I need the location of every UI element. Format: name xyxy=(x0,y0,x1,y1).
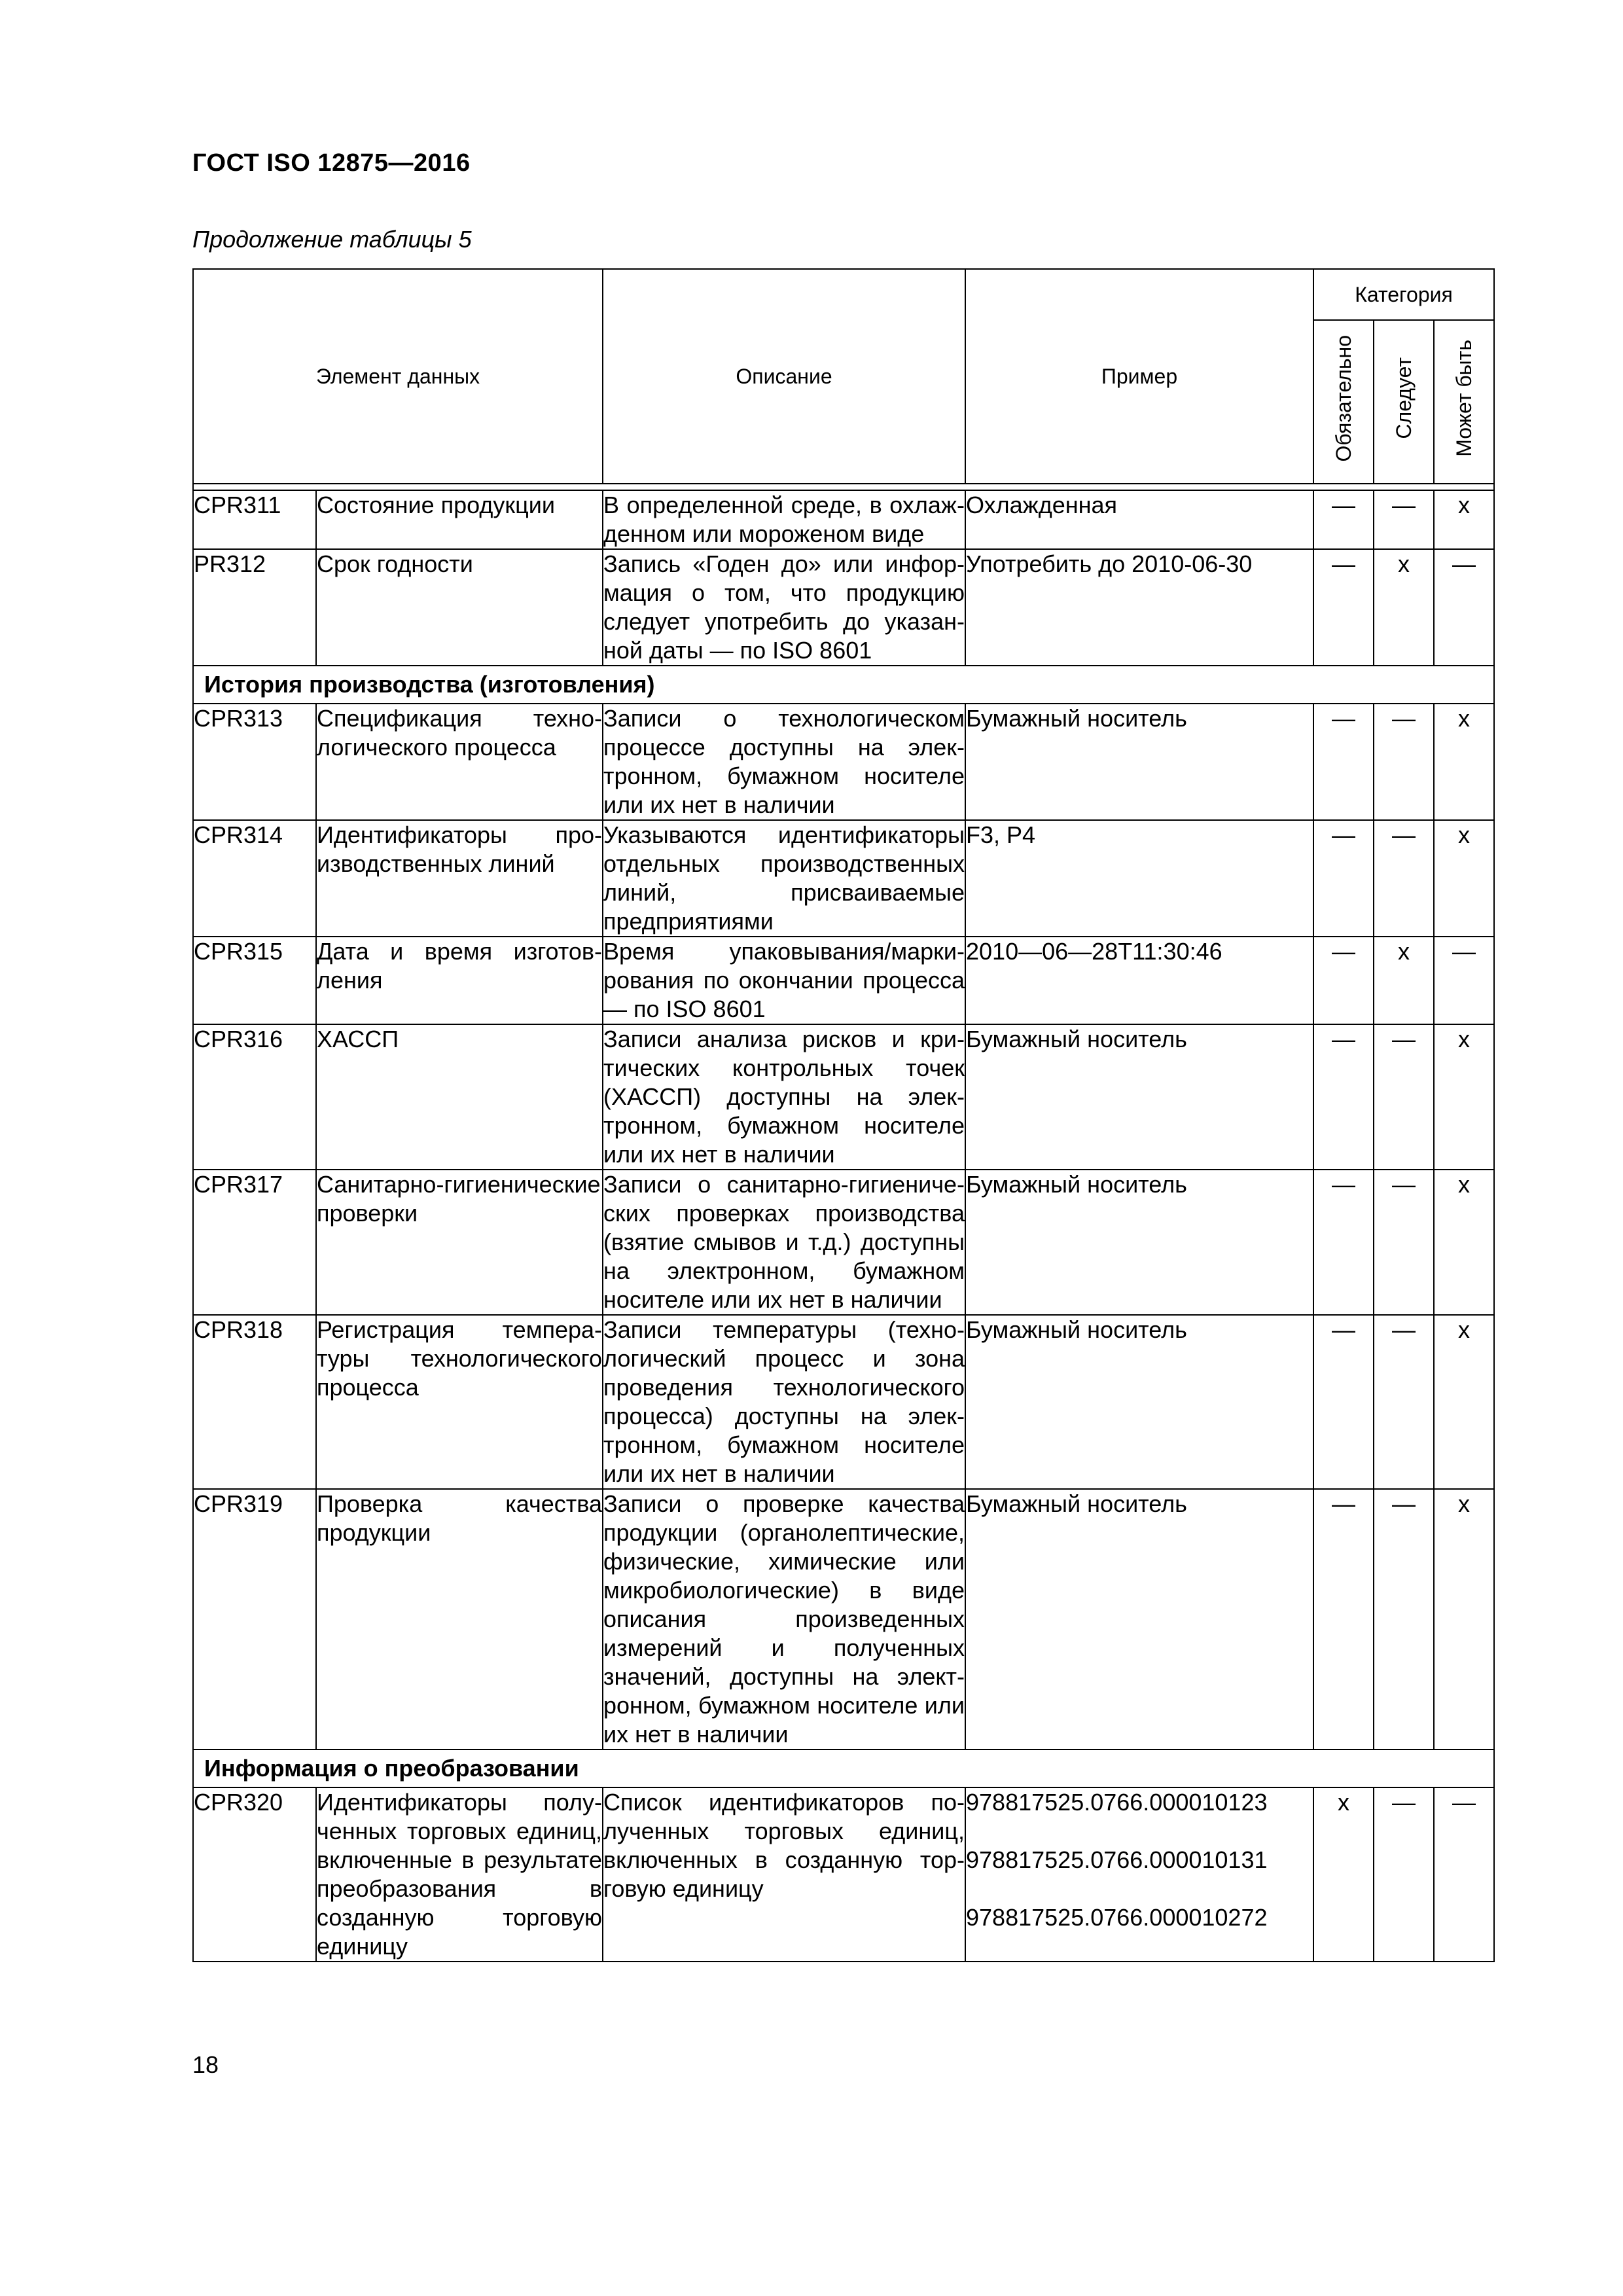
element-name: Идентификаторы производственных линий xyxy=(316,820,603,937)
element-code: CPR319 xyxy=(193,1489,316,1749)
category-may-mark: x xyxy=(1434,820,1494,937)
example-value: 978817525.0766.000010272 xyxy=(966,1904,1268,1931)
example-value: Бумажный носитель xyxy=(966,1316,1187,1343)
element-example xyxy=(965,820,1313,937)
table-row xyxy=(193,820,1494,937)
header-element: Элемент данных xyxy=(193,269,603,484)
example-value: 2010—06—28T11:30:46 xyxy=(966,938,1222,965)
element-example xyxy=(965,1315,1313,1489)
element-code: CPR313 xyxy=(193,704,316,820)
table-row xyxy=(193,1170,1494,1315)
category-mandatory-mark: x xyxy=(1313,1787,1374,1962)
header-should: Следует xyxy=(1392,357,1416,439)
category-may-mark: x xyxy=(1434,1489,1494,1749)
category-mandatory-mark: — xyxy=(1313,1489,1374,1749)
header-example: Пример xyxy=(965,269,1313,484)
table-header xyxy=(193,269,1494,484)
example-value: 978817525.0766.000010131 xyxy=(966,1846,1268,1873)
category-may-mark: x xyxy=(1434,490,1494,549)
category-mandatory-mark: — xyxy=(1313,1315,1374,1489)
category-may-mark: — xyxy=(1434,937,1494,1024)
category-mandatory-mark: — xyxy=(1313,1024,1374,1170)
element-name: Спецификация технологического процесса xyxy=(316,704,603,820)
element-code: CPR320 xyxy=(193,1787,316,1962)
category-mandatory-mark: — xyxy=(1313,1170,1374,1315)
element-example xyxy=(965,1489,1313,1749)
example-value: Бумажный носитель xyxy=(966,1490,1187,1517)
element-name: Проверка качества продукции xyxy=(316,1489,603,1749)
category-should-mark: — xyxy=(1374,704,1434,820)
table-row xyxy=(193,549,1494,666)
category-should-mark: — xyxy=(1374,490,1434,549)
section-row xyxy=(193,1749,1494,1787)
header-description: Описание xyxy=(603,269,965,484)
element-name: Дата и время изготовления xyxy=(316,937,603,1024)
element-description: Записи о проверке качества продукции (органолептические, физические, химические или микробиологические) в виде описания произведенных измерений и полученных значений, доступны на электронном, бумажном носителе или их нет в наличии xyxy=(603,1489,965,1749)
section-title: Информация о преобразовании xyxy=(193,1749,1494,1787)
section-title: История производства (изготовления) xyxy=(193,666,1494,704)
category-should-mark: x xyxy=(1374,937,1434,1024)
category-should-mark: — xyxy=(1374,1315,1434,1489)
category-should-mark: — xyxy=(1374,820,1434,937)
header-category: Категория xyxy=(1313,269,1494,320)
element-code: CPR315 xyxy=(193,937,316,1024)
element-name: Состояние продукции xyxy=(316,490,603,549)
element-name: Регистрация температуры технологического процесса xyxy=(316,1315,603,1489)
header-mandatory: Обязательно xyxy=(1332,334,1356,462)
data-elements-table xyxy=(192,268,1495,1962)
element-name: ХАССП xyxy=(316,1024,603,1170)
category-may-mark: x xyxy=(1434,1024,1494,1170)
element-example xyxy=(965,490,1313,549)
element-name: Санитарно-гигиенические проверки xyxy=(316,1170,603,1315)
category-mandatory-mark: — xyxy=(1313,490,1374,549)
element-code: PR312 xyxy=(193,549,316,666)
category-may-mark: — xyxy=(1434,1787,1494,1962)
header-may: Может быть xyxy=(1452,340,1476,457)
category-should-mark: — xyxy=(1374,1489,1434,1749)
category-mandatory-mark: — xyxy=(1313,937,1374,1024)
section-row xyxy=(193,666,1494,704)
element-code: CPR317 xyxy=(193,1170,316,1315)
element-code: CPR316 xyxy=(193,1024,316,1170)
header-separator xyxy=(193,484,1494,490)
table-row xyxy=(193,1787,1494,1962)
element-example xyxy=(965,549,1313,666)
table-row xyxy=(193,1489,1494,1749)
category-may-mark: x xyxy=(1434,1315,1494,1489)
example-value: Бумажный носитель xyxy=(966,1026,1187,1052)
category-should-mark: — xyxy=(1374,1024,1434,1170)
header-mandatory-cell xyxy=(1313,320,1374,484)
element-example xyxy=(965,937,1313,1024)
header-may-cell xyxy=(1434,320,1494,484)
table-row xyxy=(193,1024,1494,1170)
element-description: В определенной среде, в охлажденном или мороженом виде xyxy=(603,490,965,549)
element-code: CPR311 xyxy=(193,490,316,549)
category-should-mark: x xyxy=(1374,549,1434,666)
category-mandatory-mark: — xyxy=(1313,820,1374,937)
example-value: Употребить до 2010-06-30 xyxy=(966,550,1253,577)
element-description: Записи анализа рисков и критических контрольных точек (ХАССП) доступны на электронном, бумажном носителе или их нет в наличии xyxy=(603,1024,965,1170)
category-may-mark: x xyxy=(1434,1170,1494,1315)
element-description: Записи о технологическом процессе доступны на электронном, бумажном носителе или их нет в наличии xyxy=(603,704,965,820)
table-row xyxy=(193,937,1494,1024)
category-should-mark: — xyxy=(1374,1787,1434,1962)
example-value: 978817525.0766.000010123 xyxy=(966,1789,1268,1816)
example-value: Бумажный носитель xyxy=(966,1171,1187,1198)
element-description: Указываются идентификаторы отдельных производственных линий, присваиваемые предприятиями xyxy=(603,820,965,937)
element-name: Идентификаторы полученных торговых единиц, включенные в результате преобразования в созданную торговую единицу xyxy=(316,1787,603,1962)
category-mandatory-mark: — xyxy=(1313,704,1374,820)
category-mandatory-mark: — xyxy=(1313,549,1374,666)
element-code: CPR314 xyxy=(193,820,316,937)
category-may-mark: x xyxy=(1434,704,1494,820)
example-value: F3, P4 xyxy=(966,821,1036,848)
element-example xyxy=(965,1787,1313,1962)
element-example xyxy=(965,1170,1313,1315)
element-description: Время упаковывания/маркирования по окончании процесса — по ISO 8601 xyxy=(603,937,965,1024)
category-may-mark: — xyxy=(1434,549,1494,666)
table-body xyxy=(193,484,1494,1962)
category-should-mark: — xyxy=(1374,1170,1434,1315)
example-value: Охлажденная xyxy=(966,492,1118,518)
element-code: CPR318 xyxy=(193,1315,316,1489)
element-description: Записи о санитарно-гигиенических проверках производства (взятие смывов и т.д.) доступны на электронном, бумажном носителе или их нет в наличии xyxy=(603,1170,965,1315)
element-description: Список идентификаторов полученных торговых единиц, включенных в созданную торговую единицу xyxy=(603,1787,965,1962)
example-value: Бумажный носитель xyxy=(966,705,1187,732)
standard-title: ГОСТ ISO 12875—2016 xyxy=(192,149,471,177)
page-number: 18 xyxy=(192,2051,219,2078)
element-name: Срок годности xyxy=(316,549,603,666)
header-should-cell xyxy=(1374,320,1434,484)
element-description: Запись «Годен до» или информация о том, что продукцию следует употребить до указанной даты — по ISO 8601 xyxy=(603,549,965,666)
element-example xyxy=(965,704,1313,820)
element-example xyxy=(965,1024,1313,1170)
table-row xyxy=(193,490,1494,549)
element-description: Записи температуры (технологический процесс и зона проведения технологического процесса) доступны на электронном, бумажном носителе или их нет в наличии xyxy=(603,1315,965,1489)
table-row xyxy=(193,704,1494,820)
table-row xyxy=(193,1315,1494,1489)
table-caption: Продолжение таблицы 5 xyxy=(192,226,472,253)
